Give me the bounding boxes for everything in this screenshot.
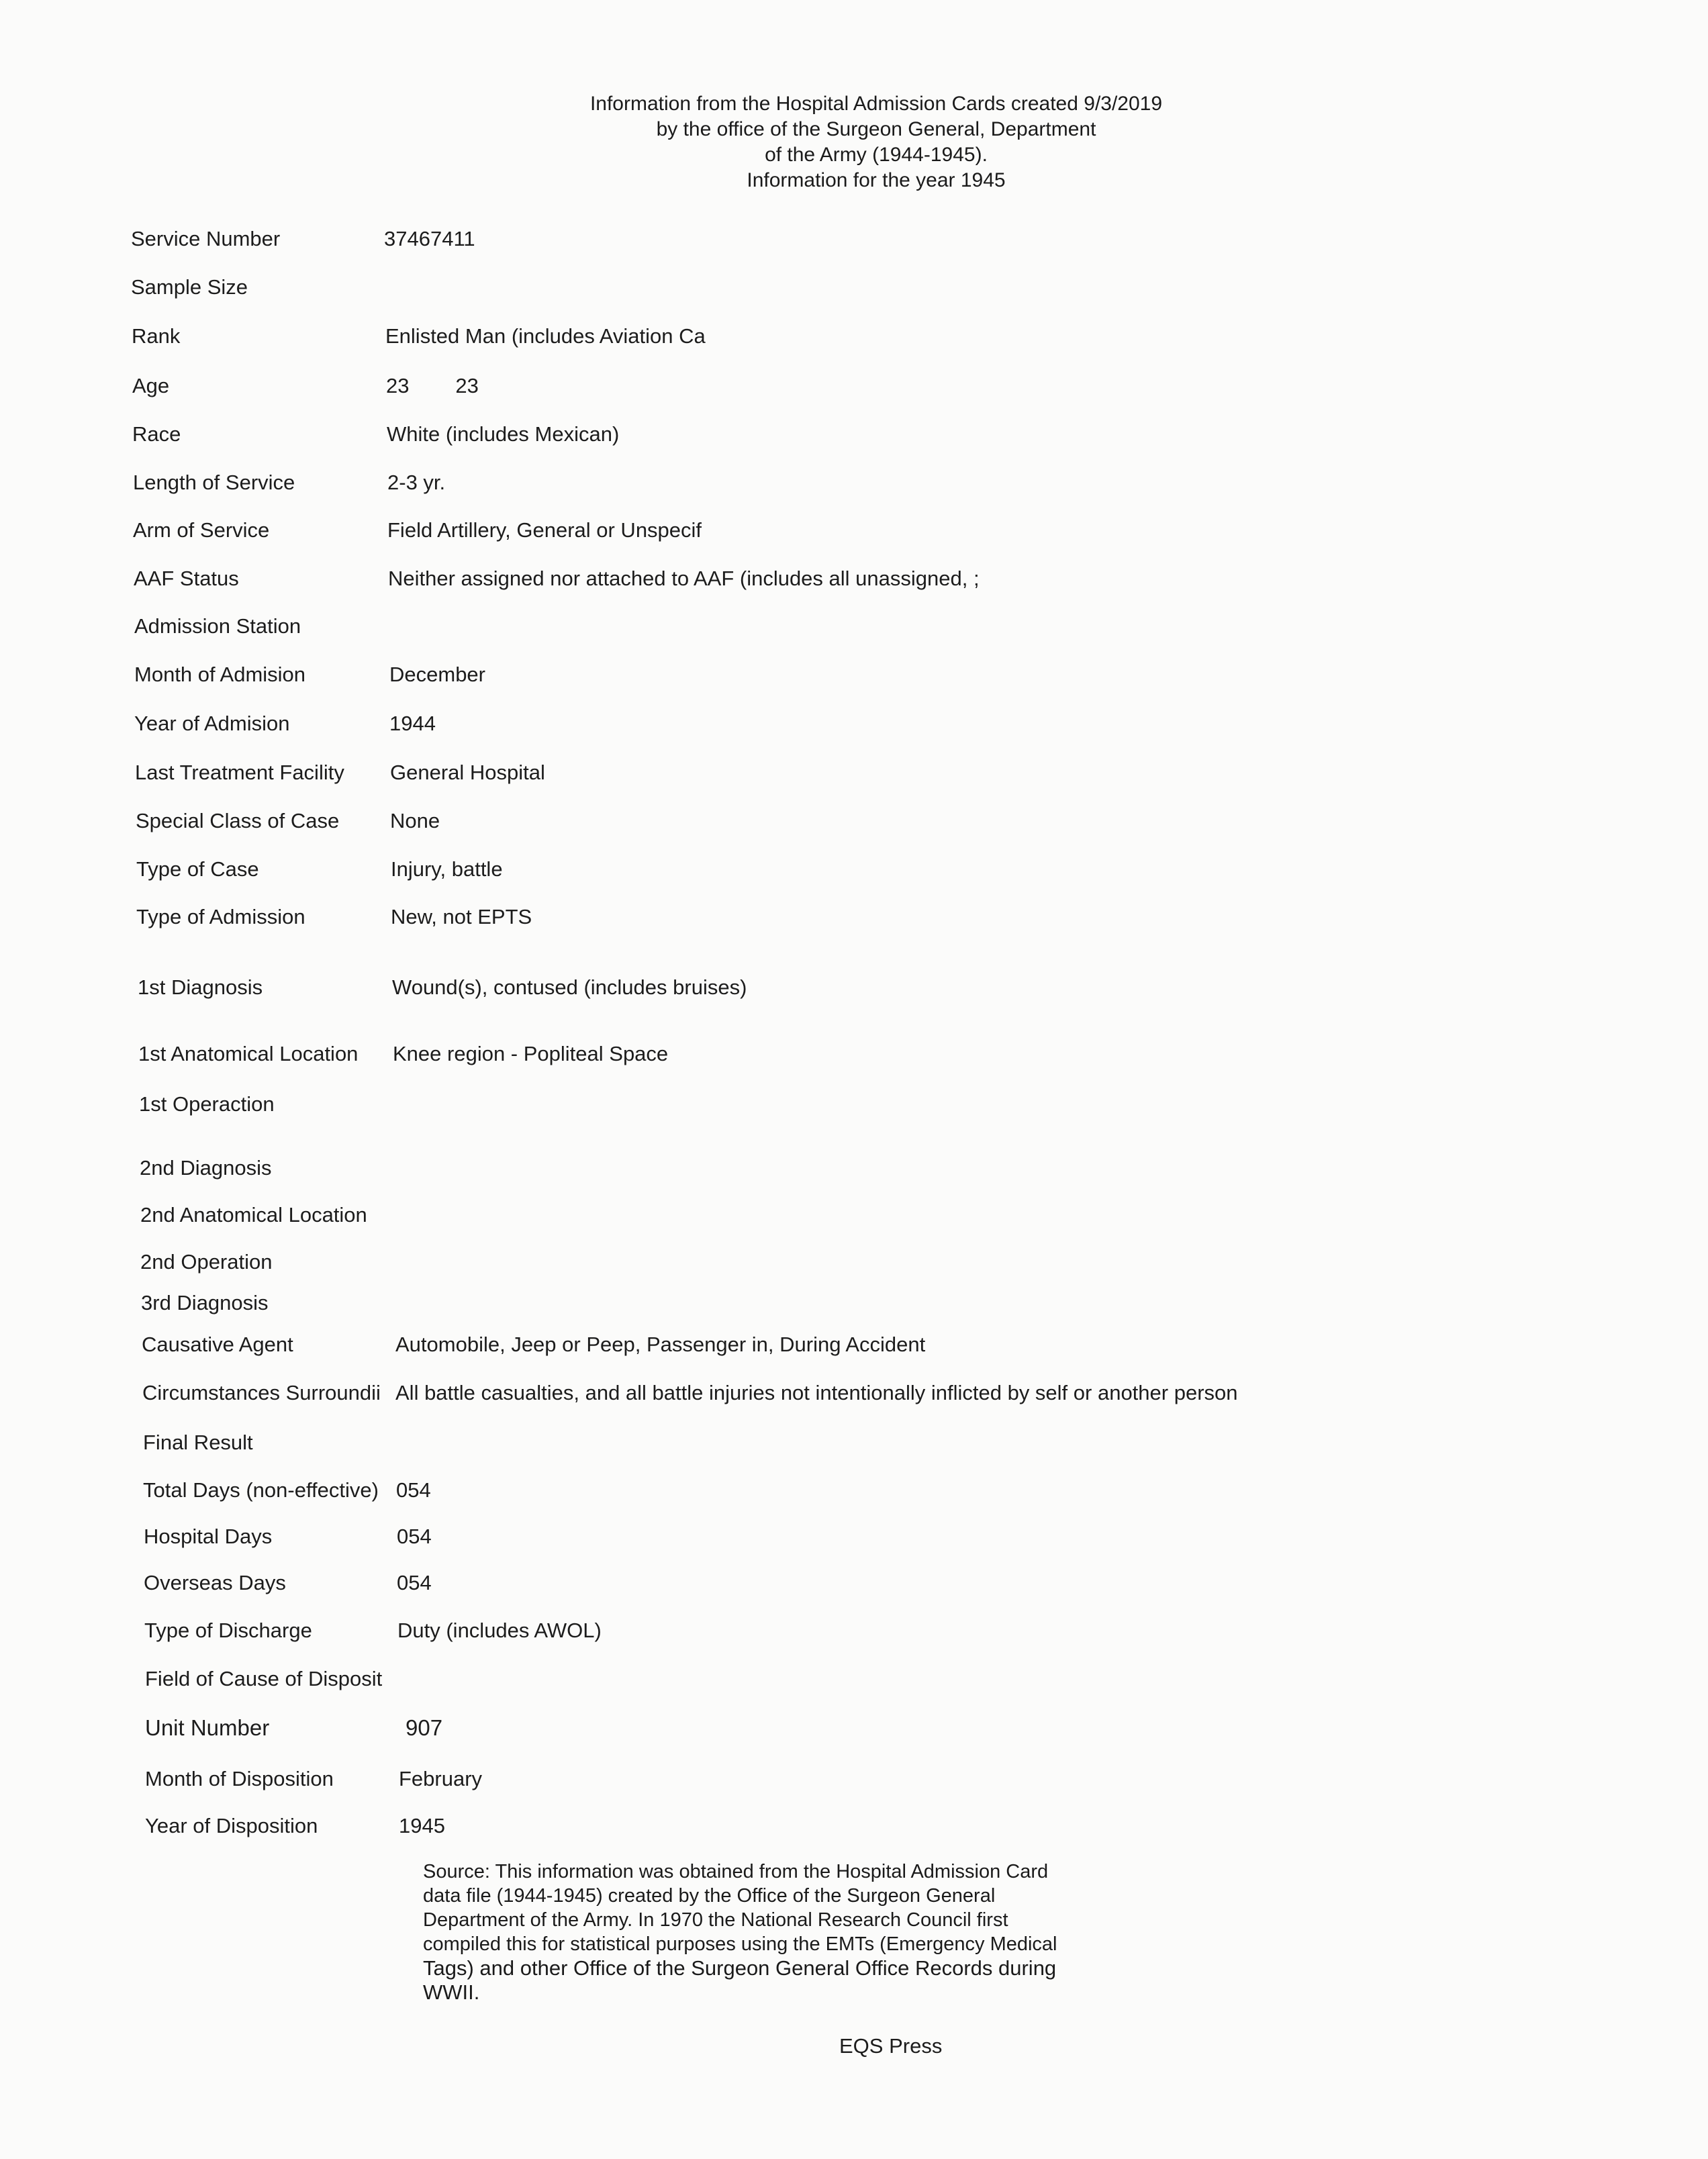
field-value: Duty (includes AWOL) [397,1619,602,1642]
field-label: Year of Disposition [145,1814,318,1837]
field-value: 2-3 yr. [387,471,446,494]
field-label: Sample Size [131,275,248,299]
source-line: data file (1944-1945) created by the Office of the Surgeon General [423,1885,996,1907]
field-label: Length of Service [133,471,295,494]
field-label: Total Days (non-effective) [143,1478,379,1502]
field-label: Admission Station [134,614,301,638]
field-value: Automobile, Jeep or Peep, Passenger in, During Accident [395,1333,926,1356]
field-label: Type of Admission [136,905,305,928]
field-value: December [389,663,485,686]
source-line: Department of the Army. In 1970 the National Research Council first [423,1909,1008,1931]
field-value: February [399,1767,483,1790]
field-value: 37467411 [384,227,475,250]
field-value: Neither assigned nor attached to AAF (includes all unassigned, ; [388,567,980,590]
field-label: 1st Diagnosis [138,975,263,999]
header-line-1: Information from the Hospital Admission Cards created 9/3/2019 [589,93,1163,115]
field-label: Age [132,374,170,397]
field-label: Field of Cause of Disposit [145,1667,383,1690]
field-value: Injury, battle [391,857,503,881]
field-value: 054 [397,1525,432,1548]
field-label: 2nd Operation [140,1250,273,1274]
field-value: 054 [396,1478,431,1502]
field-label: 1st Anatomical Location [138,1042,359,1065]
field-label: Rank [132,324,181,348]
field-value: Wound(s), contused (includes bruises) [392,975,747,999]
field-label: AAF Status [134,567,239,590]
field-label: 3rd Diagnosis [141,1291,269,1314]
field-value: 1944 [389,712,436,735]
field-label: Overseas Days [144,1571,286,1594]
field-label: Unit Number [145,1715,270,1740]
field-label: Year of Admision [134,712,290,735]
field-value: Knee region - Popliteal Space [393,1042,669,1065]
field-label: Last Treatment Facility [135,761,344,784]
source-line: Source: This information was obtained from the Hospital Admission Card [423,1861,1049,1882]
field-label: Hospital Days [144,1525,273,1548]
header-line-4: Information for the year 1945 [747,169,1006,191]
source-line: Tags) and other Office of the Surgeon General Office Records during [423,1956,1057,1980]
publisher-name: EQS Press [839,2034,943,2058]
field-label: 2nd Diagnosis [140,1156,272,1180]
field-value: White (includes Mexican) [387,422,620,446]
field-value: 23 23 [386,374,479,397]
source-line: WWII. [423,1980,480,2004]
header-line-2: by the office of the Surgeon General, Department [656,118,1096,140]
field-label: Type of Case [136,857,259,881]
field-value: New, not EPTS [391,905,532,928]
source-line: compiled this for statistical purposes using the EMTs (Emergency Medical [423,1933,1057,1955]
field-value: 054 [397,1571,432,1594]
field-label: Type of Discharge [144,1619,312,1642]
field-value: 1945 [399,1814,445,1837]
field-label: Arm of Service [133,518,270,542]
field-label: Service Number [131,227,281,250]
field-value: General Hospital [390,761,545,784]
source-note [423,1860,1155,2005]
field-label: Month of Admision [134,663,306,686]
field-label: Race [132,422,181,446]
field-label: 2nd Anatomical Location [140,1203,367,1227]
field-label: 1st Operaction [139,1092,275,1116]
field-label: Circumstances Surroundii [142,1381,381,1404]
field-value: Field Artillery, General or Unspecif [387,518,702,542]
field-value: 907 [406,1715,443,1740]
field-label: Final Result [143,1431,253,1454]
field-label: Month of Disposition [145,1767,334,1790]
field-value: Enlisted Man (includes Aviation Ca [385,324,706,348]
field-label: Causative Agent [142,1333,293,1356]
field-label: Special Class of Case [136,809,340,832]
field-value: All battle casualties, and all battle injuries not intentionally inflicted by self or another person [395,1381,1238,1404]
header-line-3: of the Army (1944-1945). [765,144,988,166]
field-value: None [390,809,440,832]
